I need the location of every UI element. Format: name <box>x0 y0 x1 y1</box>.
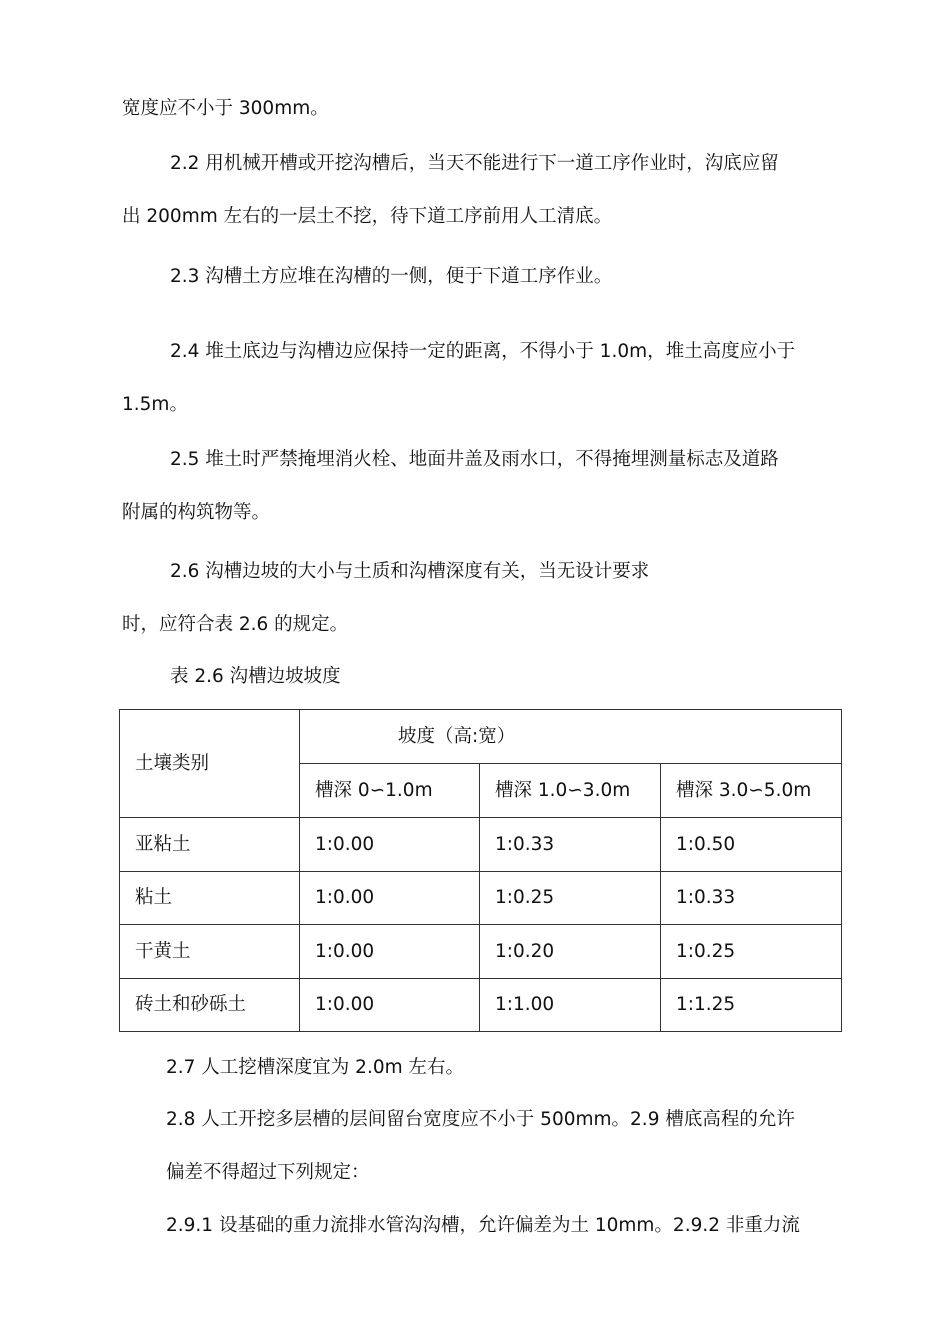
slope-cell: 1:0.00 <box>300 872 480 925</box>
header-slope: 坡度（高:宽） <box>300 710 842 764</box>
table-caption: 表 2.6 沟槽边坡坡度 <box>170 666 341 687</box>
table-row <box>120 818 842 872</box>
slope-cell: 1:0.25 <box>661 925 842 979</box>
paragraph-2-5-line1: 2.5 堆土时严禁掩埋消火栓、地面井盖及雨水口，不得掩埋测量标志及道路 <box>170 449 779 470</box>
slope-cell: 1:1.25 <box>661 979 842 1032</box>
paragraph-2-6-line1: 2.6 沟槽边坡的大小与土质和沟槽深度有关，当无设计要求 <box>170 561 650 582</box>
paragraph-2-3: 2.3 沟槽土方应堆在沟槽的一侧，便于下道工序作业。 <box>170 266 613 287</box>
slope-cell: 1:0.25 <box>480 872 661 925</box>
slope-table <box>119 709 842 1032</box>
table-row <box>120 979 842 1032</box>
table-row <box>120 872 842 925</box>
paragraph-2-6-line2: 时，应符合表 2.6 的规定。 <box>122 614 349 635</box>
paragraph-2-7: 2.7 人工挖槽深度宜为 2.0m 左右。 <box>166 1057 465 1078</box>
header-depth-1: 槽深 0∽1.0m <box>300 764 480 818</box>
soil-type-cell: 粘土 <box>120 872 300 925</box>
paragraph-2-2-line2: 出 200mm 左右的一层土不挖，待下道工序前用人工清底。 <box>122 206 613 227</box>
slope-cell: 1:0.00 <box>300 818 480 872</box>
paragraph-2-8-line2: 偏差不得超过下列规定： <box>166 1162 370 1183</box>
paragraph-2-9-1: 2.9.1 设基础的重力流排水管沟沟槽，允许偏差为土 10mm。2.9.2 非重力流 <box>166 1215 800 1236</box>
paragraph-2-5-line2: 附属的构筑物等。 <box>122 502 271 523</box>
slope-cell: 1:0.00 <box>300 979 480 1032</box>
slope-cell: 1:0.00 <box>300 925 480 979</box>
paragraph-2-8-line1: 2.8 人工开挖多层槽的层间留台宽度应不小于 500mm。2.9 槽底高程的允许 <box>166 1109 795 1130</box>
slope-cell: 1:0.50 <box>661 818 842 872</box>
paragraph-2-2-line1: 2.2 用机械开槽或开挖沟槽后，当天不能进行下一道工序作业时，沟底应留 <box>170 153 779 174</box>
paragraph-text: 宽度应不小于 300mm。 <box>122 98 329 119</box>
table-row <box>120 925 842 979</box>
slope-cell: 1:0.20 <box>480 925 661 979</box>
paragraph-2-4-line1: 2.4 堆土底边与沟槽边应保持一定的距离，不得小于 1.0m，堆土高度应小于 <box>170 341 796 362</box>
paragraph-2-4-line2: 1.5m。 <box>122 394 188 415</box>
header-depth-2: 槽深 1.0∽3.0m <box>480 764 661 818</box>
header-soil-type: 土壤类别 <box>120 710 300 818</box>
slope-cell: 1:1.00 <box>480 979 661 1032</box>
soil-type-cell: 干黄土 <box>120 925 300 979</box>
soil-type-cell: 砖土和砂砾土 <box>120 979 300 1032</box>
slope-cell: 1:0.33 <box>480 818 661 872</box>
header-depth-3: 槽深 3.0∽5.0m <box>661 764 842 818</box>
soil-type-cell: 亚粘土 <box>120 818 300 872</box>
table-header-row <box>120 710 842 764</box>
slope-cell: 1:0.33 <box>661 872 842 925</box>
